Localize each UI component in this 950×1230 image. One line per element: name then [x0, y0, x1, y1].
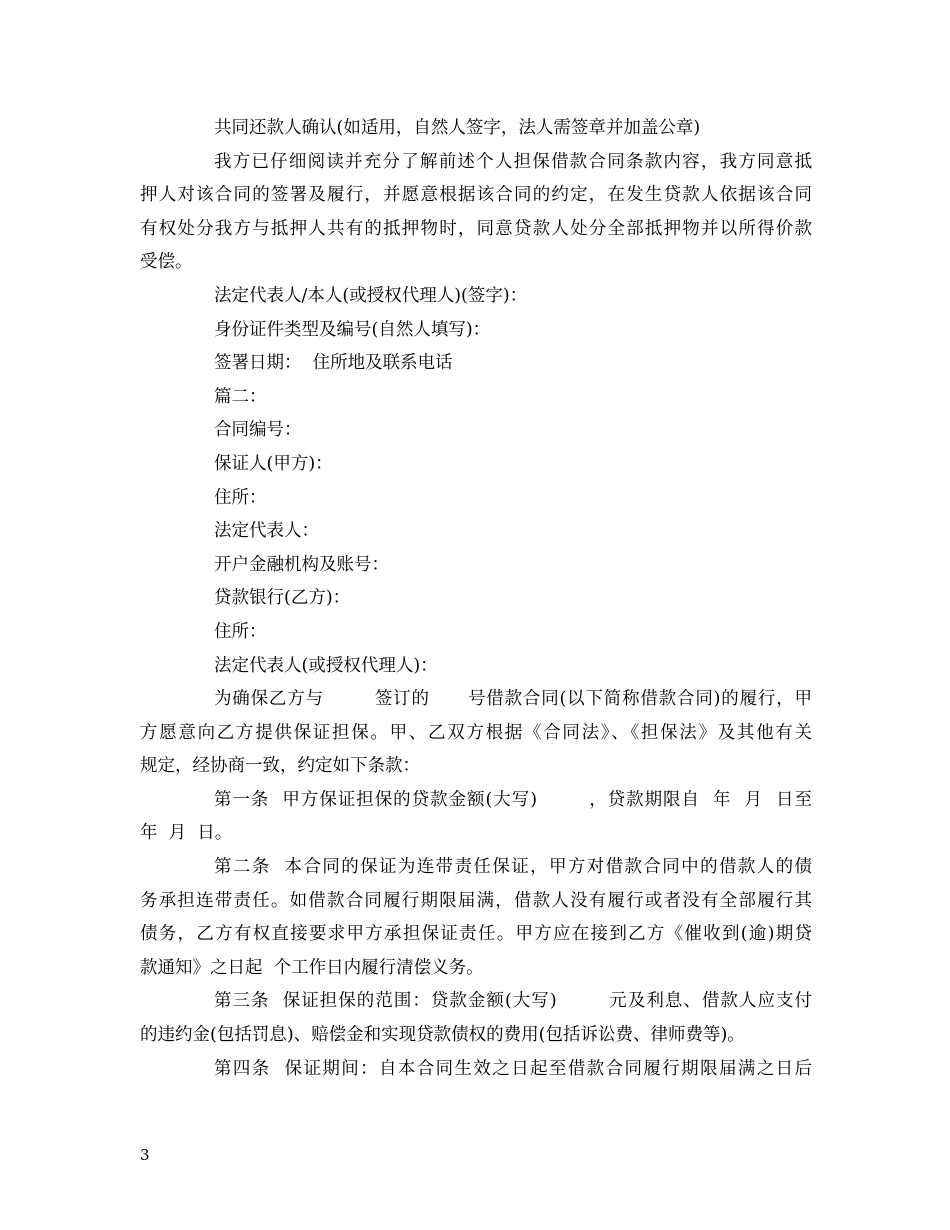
section-heading: 篇二： — [214, 386, 267, 407]
text-line: 押人对该合同的签署及履行，并愿意根据该合同的约定，在发生贷款人依据该合同 — [140, 185, 812, 206]
text-line: 保证人(甲方)： — [214, 453, 333, 474]
text-line: 第四条 保证期间：自本合同生效之日起至借款合同履行期限届满之日后 — [214, 1058, 812, 1079]
text-line: 法定代表人(或授权代理人)： — [214, 655, 438, 676]
page-number: 3 — [140, 1146, 150, 1164]
text-line: 住所： — [214, 487, 267, 508]
text-line: 我方已仔细阅读并充分了解前述个人担保借款合同条款内容，我方同意抵 — [214, 151, 812, 172]
text-line: 第三条 保证担保的范围：贷款金额(大写) 元及利息、借款人应支付 — [214, 991, 812, 1012]
text-line: 有权处分我方与抵押人共有的抵押物时，同意贷款人处分全部抵押物并以所得价款 — [140, 218, 812, 239]
text-line: 第二条 本合同的保证为连带责任保证，甲方对借款合同中的借款人的债 — [214, 857, 812, 878]
text-line: 签署日期： 住所地及联系电话 — [214, 353, 453, 374]
document-body — [140, 112, 812, 1086]
text-line: 款通知》之日起 个工作日内履行清偿义务。 — [140, 957, 484, 978]
text-line: 贷款银行(乙方)： — [214, 588, 351, 609]
text-line: 务承担连带责任。如借款合同履行期限届满，借款人没有履行或者没有全部履行其 — [140, 890, 812, 911]
text-line: 法定代表人： — [214, 521, 319, 542]
text-line: 法定代表人/本人(或授权代理人)(签字)： — [214, 285, 528, 306]
text-line: 规定，经协商一致，约定如下条款： — [140, 756, 420, 777]
text-line: 方愿意向乙方提供保证担保。甲、乙双方根据《合同法》、《担保法》及其他有关 — [140, 722, 812, 743]
text-line: 合同编号： — [214, 420, 302, 441]
text-line: 为确保乙方与 签订的 号借款合同(以下简称借款合同)的履行，甲 — [214, 689, 812, 710]
text-line: 第一条 甲方保证担保的贷款金额(大写) ，贷款期限自 年 月 日至 — [214, 789, 812, 810]
text-line: 共同还款人确认(如适用，自然人签字，法人需签章并加盖公章) — [214, 118, 701, 138]
text-line: 年 月 日。 — [140, 823, 233, 844]
text-line: 受偿。 — [140, 252, 193, 273]
text-line: 开户金融机构及账号： — [214, 554, 389, 575]
text-line: 的违约金(包括罚息)、赔偿金和实现贷款债权的费用(包括诉讼费、律师费等)。 — [140, 1025, 745, 1046]
text-line: 住所： — [214, 621, 267, 642]
text-line: 身份证件类型及编号(自然人填写)： — [214, 319, 491, 340]
text-line: 债务，乙方有权直接要求甲方承担保证责任。甲方应在接到乙方《催收到(逾)期贷 — [140, 924, 812, 945]
